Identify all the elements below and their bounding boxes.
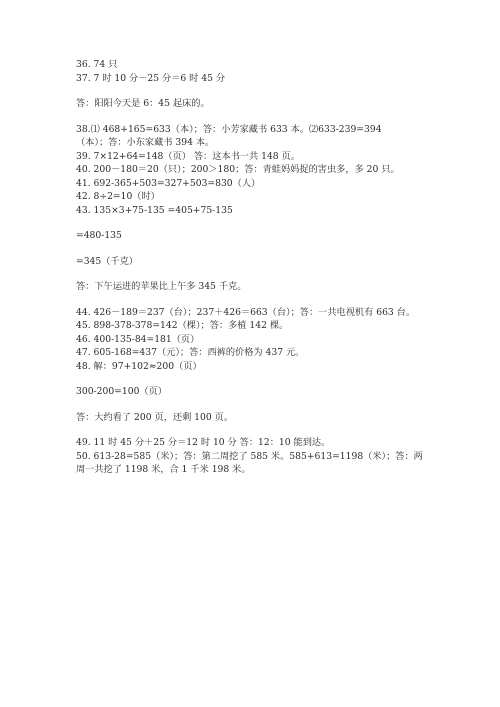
answer-line-43-reply: 答：下午运进的苹果比上午多 345 千克。 <box>76 281 247 292</box>
answer-line-41: 41. 692-365+503=327+503=830（人） <box>76 177 261 189</box>
answer-line-43: 43. 135×3+75-135 =405+75-135 <box>76 204 233 216</box>
spacer <box>76 294 436 306</box>
answer-line-48: 48. 解：97+102≈200（页） <box>76 360 202 372</box>
answer-line-40: 40. 200－180＝20（只）；200＞180；答：青蛙妈妈捉的害虫多，多 20 只。 <box>76 164 400 175</box>
spacer <box>76 217 436 229</box>
answer-line-38: 38.⑴ 468+165=633（本）；答：小芳家藏书 633 本。⑵633-239=394 <box>76 123 382 135</box>
answer-line-38-cont: （本）；答：小东家藏书 394 本。 <box>76 137 215 148</box>
answer-line-37-reply: 答：阳阳今天是 6：45 起床的。 <box>76 98 210 109</box>
answer-line-47: 47. 605-168=437（元）；答：西裤的价格为 437 元。 <box>76 347 305 358</box>
answer-line-48-reply: 答：大约看了 200 页，还剩 100 页。 <box>76 411 234 423</box>
spacer <box>76 111 436 123</box>
answer-line-48-step2: 300-200=100（页） <box>76 386 167 397</box>
answer-line-45: 45. 898-378-378=142（棵）；答：多植 142 棵。 <box>76 320 289 331</box>
spacer <box>76 373 436 385</box>
answer-line-43-step3: =345（千克） <box>76 255 138 267</box>
answer-line-46: 46. 400-135-84=181（页） <box>76 333 200 345</box>
spacer <box>76 399 436 411</box>
answer-line-44: 44. 426－189＝237（台）；237＋426＝663（台）；答：一共电视机有 663 台。 <box>76 306 416 318</box>
answer-line-39: 39. 7×12+64=148（页） 答：这本书一共 148 页。 <box>76 150 300 162</box>
spacer <box>76 243 436 255</box>
spacer <box>76 268 436 280</box>
answer-line-50-cont: 周一共挖了 1198 米，合 1 千米 198 米。 <box>76 464 251 475</box>
answer-line-43-step2: =480-135 <box>76 230 122 241</box>
spacer <box>76 85 436 97</box>
spacer <box>76 424 436 436</box>
answer-line-37: 37. 7 时 10 分－25 分＝6 时 45 分 <box>76 72 226 84</box>
answer-line-42: 42. 8÷2=10（时） <box>76 191 160 202</box>
answer-document <box>76 58 436 477</box>
answer-line-36: 36. 74 只 <box>76 59 118 70</box>
answer-line-49: 49. 11 时 45 分＋25 分＝12 时 10 分 答：12：10 能到达。 <box>76 437 331 448</box>
answer-line-50: 50. 613-28=585（米）；答：第二周挖了 585 米。585+613=1198（米）；答：两 <box>76 450 423 462</box>
